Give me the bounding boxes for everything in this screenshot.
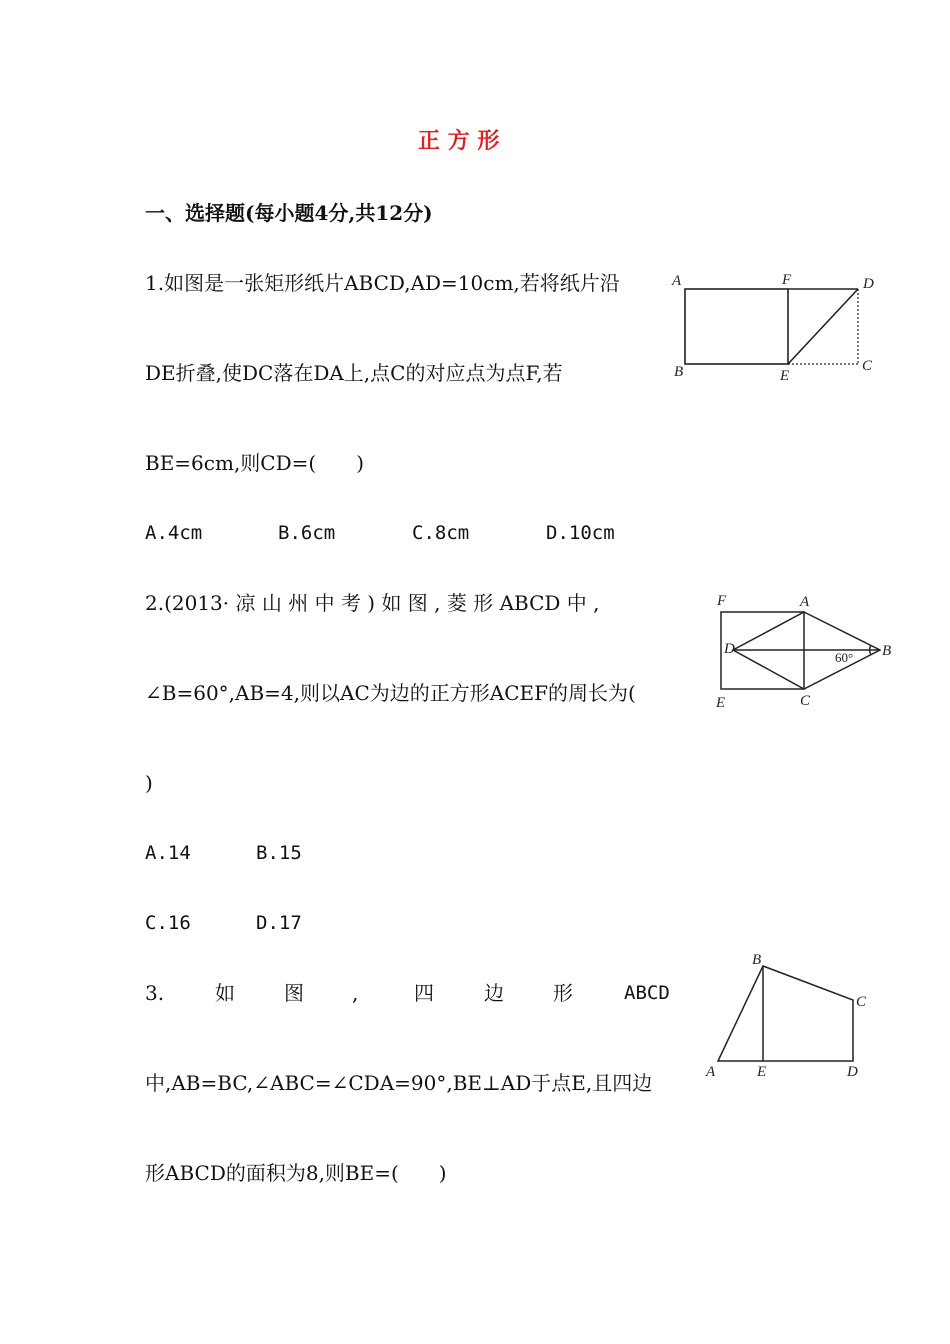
- q1-fold-line-de: [788, 289, 858, 364]
- q1-line-2: DE折叠,使DC落在DA上,点C的对应点为点F,若: [145, 361, 563, 385]
- q2-line-2: ∠B=60°,AB=4,则以AC为边的正方形ACEF的周长为(: [145, 681, 636, 705]
- q3-line-3: 形ABCD的面积为8,则BE=( ): [145, 1161, 447, 1185]
- q2-label-d: D: [724, 641, 735, 657]
- q1-figure: [668, 266, 878, 386]
- q3-word: 四: [414, 981, 434, 1005]
- q3-word: 形: [553, 981, 573, 1005]
- q3-quadrilateral-abcd: [718, 966, 853, 1061]
- q1-label-b: B: [674, 364, 684, 380]
- q2-label-f: F: [717, 593, 727, 609]
- q3-word: 图: [284, 981, 304, 1005]
- q3-label-e: E: [757, 1064, 767, 1080]
- q3-word: 3.: [145, 981, 165, 1005]
- q3-word: 边: [484, 981, 504, 1005]
- q1-rect-abef: [685, 289, 788, 364]
- q2-option-c: C.16: [145, 912, 191, 934]
- q3-label-c: C: [856, 994, 867, 1010]
- q1-option-b: B.6cm: [278, 522, 336, 544]
- q1-option-c: C.8cm: [412, 522, 470, 544]
- q3-line-2: 中,AB=BC,∠ABC=∠CDA=90°,BE⊥AD于点E,且四边: [145, 1071, 653, 1095]
- q2-option-a: A.14: [145, 842, 191, 864]
- q2-angle-label: 60°: [835, 650, 854, 665]
- q1-line-1: 1.如图是一张矩形纸片ABCD,AD=10cm,若将纸片沿: [145, 271, 620, 295]
- q1-label-f: F: [782, 272, 792, 288]
- q1-option-a: A.4cm: [145, 522, 203, 544]
- section-heading: 一、选择题(每小题4分,共12分): [145, 201, 433, 225]
- q3-figure: [700, 948, 880, 1083]
- q3-label-b: B: [752, 952, 762, 968]
- q3-word: ABCD: [624, 982, 670, 1004]
- q2-figure: [708, 590, 898, 715]
- q2-line-1: 2.(2013· 凉 山 州 中 考 ) 如 图 , 菱 形 ABCD 中 ,: [145, 591, 600, 615]
- q1-label-a: A: [672, 273, 682, 289]
- q3-label-a: A: [706, 1064, 716, 1080]
- q2-label-a: A: [800, 594, 810, 610]
- q1-option-d: D.10cm: [546, 522, 615, 544]
- q1-label-e: E: [780, 368, 790, 384]
- q3-word: ,: [352, 981, 359, 1005]
- page-title: 正 方 形: [418, 128, 500, 154]
- q1-line-3: BE=6cm,则CD=( ): [145, 451, 365, 475]
- q1-label-d: D: [863, 276, 874, 292]
- q2-label-c: C: [800, 693, 811, 709]
- q3-label-d: D: [847, 1064, 858, 1080]
- q2-option-d: D.17: [256, 912, 302, 934]
- q2-label-e: E: [716, 695, 726, 711]
- q2-option-b: B.15: [256, 842, 302, 864]
- q3-word: 如: [215, 981, 235, 1005]
- q2-line-3: ): [145, 771, 153, 795]
- q2-label-b: B: [882, 643, 892, 659]
- q1-label-c: C: [862, 358, 873, 374]
